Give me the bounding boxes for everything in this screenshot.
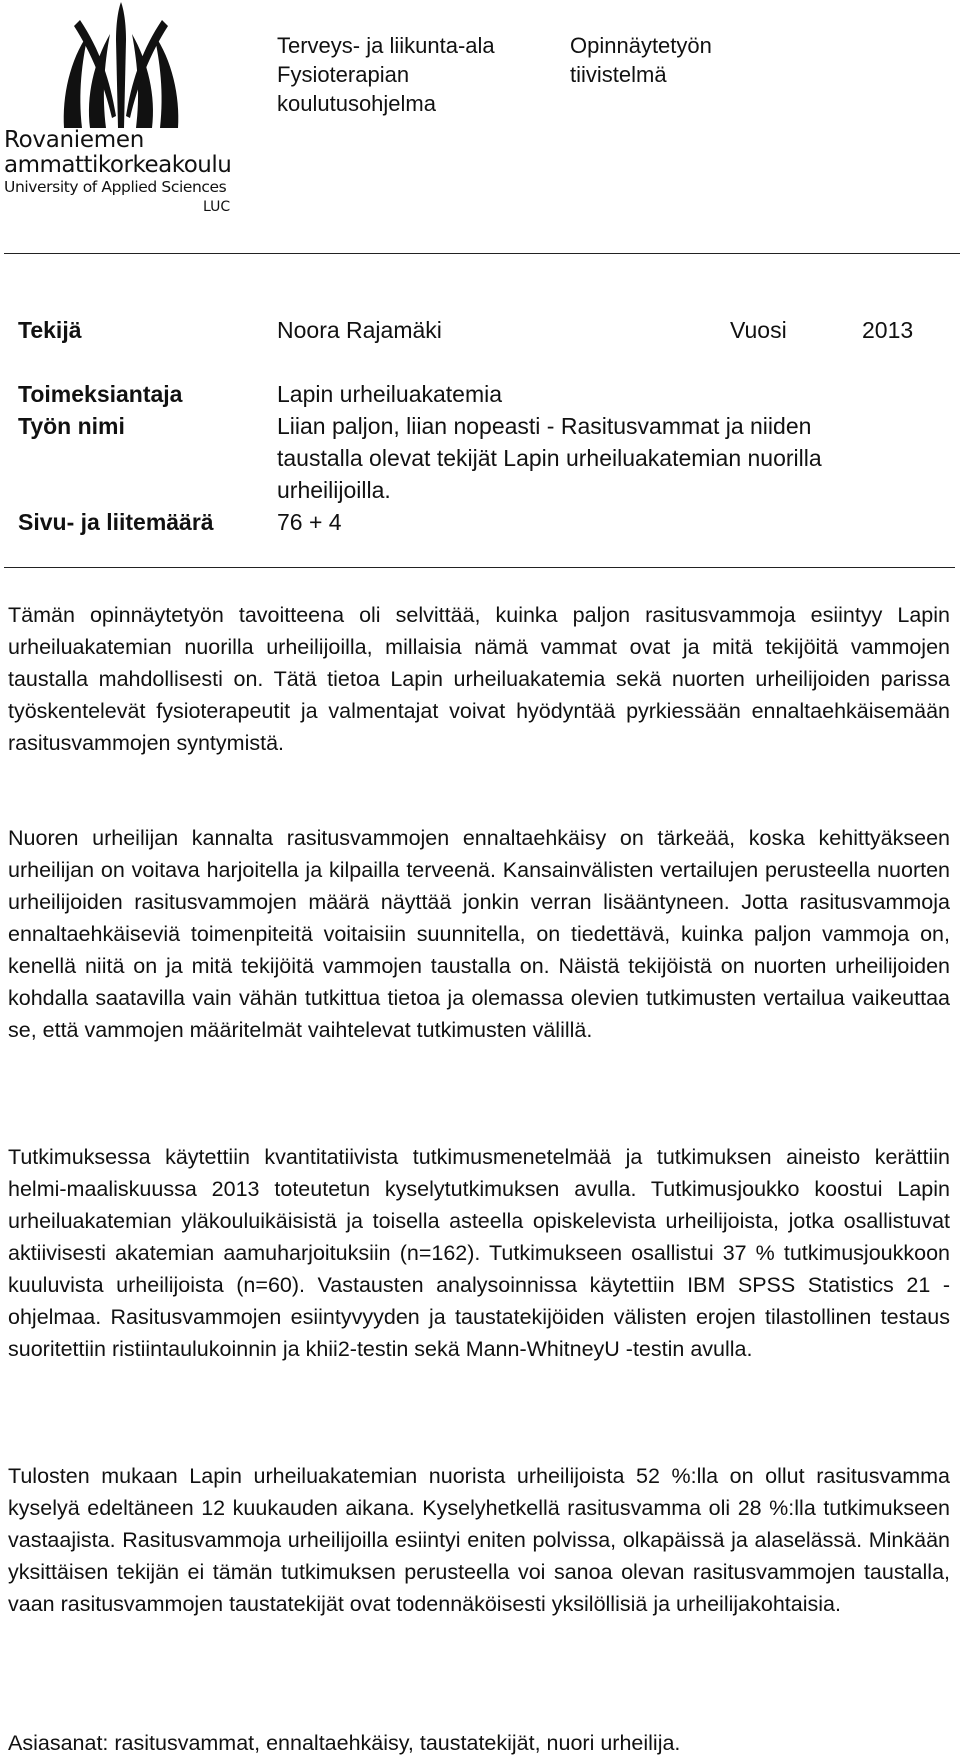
department-info	[277, 31, 547, 118]
thesis-title-line-2: taustalla olevat tekijät Lapin urheiluakatemian nuorilla	[277, 445, 822, 471]
logo-emblem-icon	[60, 0, 182, 128]
logo-name-line2: ammattikorkeakoulu	[4, 152, 232, 178]
abstract-paragraph-4-text: Tulosten mukaan Lapin urheiluakatemian nuorista urheilijoista 52 %:lla on ollut rasitusvamma kyselyä edeltäneen 12 kuukauden aikana. Kyselyhetkellä rasitusvamma oli 28 %:lla tutkimukseen vastaajista. Rasitusvammoja urheilijoilla esiintyi eniten polvissa, olkapäissä ja alaselässä. Minkään yksittäisen tekijän ei tämän tutkimuksen perusteella voi sanoa olevan rasitusvammojen taustalla, vaan rasitusvammojen taustatekijät ovat todennäköisesti yksilöllisiä ja urheilijakohtaisia.	[8, 1464, 950, 1616]
thesis-title-line-1: Liian paljon, liian nopeasti - Rasitusvammat ja niiden	[277, 413, 812, 439]
logo-abbreviation: LUC	[203, 199, 231, 215]
abstract-paragraph-3	[8, 1141, 950, 1365]
title-label: Työn nimi	[18, 413, 125, 439]
keywords: Asiasanat: rasitusvammat, ennaltaehkäisy, taustatekijät, nuori urheilija.	[8, 1731, 681, 1755]
abstract-paragraph-2	[8, 822, 950, 1046]
year-value: 2013	[862, 317, 914, 343]
abstract-paragraph-1	[8, 599, 950, 759]
department-line-1: Terveys- ja liikunta-ala	[277, 33, 495, 58]
department-line-2: Fysioterapian	[277, 62, 410, 87]
logo-name-line1: Rovaniemen	[4, 127, 144, 153]
author-value: Noora Rajamäki	[277, 317, 442, 343]
abstract-paragraph-4	[8, 1460, 950, 1620]
thesis-title-line-3: urheilijoilla.	[277, 477, 391, 503]
year-label: Vuosi	[730, 317, 787, 343]
abstract-paragraph-2-text: Nuoren urheilijan kannalta rasitusvammojen ennaltaehkäisy on tärkeää, koska kehittyäkseen urheilijan on voitava harjoitella ja kilpailla terveenä. Kansainvälisten vertailujen perusteella nuorten urheilijoiden rasitusvammojen määrä näyttää jonkin verran lisääntyneen. Jotta rasitusvammoja ennaltaehkäiseviä toimenpiteitä voitaisiin suunnitella, on tiedettävä, kuinka paljon vammoja on, kenellä niitä on ja mitä tekijöitä vammojen taustalla on. Näistä tekijöistä on nuorten urheilijoiden kohdalla saatavilla vain vähän tutkittua tietoa ja olemassa olevien tutkimusten vertailua vaikeuttaa se, että vammojen määritelmät vaihtelevat tutkimusten välillä.	[8, 826, 950, 1042]
author-label: Tekijä	[18, 317, 82, 343]
pages-value: 76 + 4	[277, 509, 342, 535]
thesis-title	[277, 410, 947, 506]
header-divider	[4, 253, 960, 254]
pages-label: Sivu- ja liitemäärä	[18, 509, 214, 535]
commissioner-label: Toimeksiantaja	[18, 381, 183, 407]
logo-name-line3: University of Applied Sciences	[4, 178, 227, 196]
document-type	[570, 31, 770, 89]
commissioner-value: Lapin urheiluakatemia	[277, 381, 503, 407]
abstract-divider	[4, 567, 955, 568]
document-type-line-2: tiivistelmä	[570, 62, 667, 87]
abstract-paragraph-1-text: Tämän opinnäytetyön tavoitteena oli selvittää, kuinka paljon rasitusvammoja esiintyy Lapin urheiluakatemian nuorilla urheilijoilla, millaisia nämä vammat ovat ja mitä tekijöitä vammojen taustalla mahdollisesti on. Tätä tietoa Lapin urheiluakatemia sekä nuorten urheilijoiden parissa työskentelevät fysioterapeutit ja valmentajat voivat hyödyntää pyrkiessään ennaltaehkäisemään rasitusvammojen syntymistä.	[8, 603, 950, 755]
abstract-paragraph-3-text: Tutkimuksessa käytettiin kvantitatiivista tutkimusmenetelmää ja tutkimuksen aineisto kerättiin helmi-maaliskuussa 2013 toteutetun kyselytutkimuksen avulla. Tutkimusjoukko koostui Lapin urheiluakatemian yläkouluikäisistä ja toisella asteella opiskelevista urheilijoista, jotka osallistuvat aktiivisesti akatemian aamuharjoituksiin (n=162). Tutkimukseen osallistui 37 % tutkimusjoukkoon kuuluvista urheilijoista (n=60). Vastausten analysoinnissa käytettiin IBM SPSS Statistics 21 -ohjelmaa. Rasitusvammojen esiintyvyyden ja taustatekijöiden välisten erojen tilastollinen testaus suoritettiin ristiintaulukoinnin ja khii2-testin sekä Mann-WhitneyU -testin avulla.	[8, 1145, 950, 1361]
department-line-3: koulutusohjelma	[277, 91, 436, 116]
document-type-line-1: Opinnäytetyön	[570, 33, 712, 58]
institution-logo	[0, 0, 240, 225]
